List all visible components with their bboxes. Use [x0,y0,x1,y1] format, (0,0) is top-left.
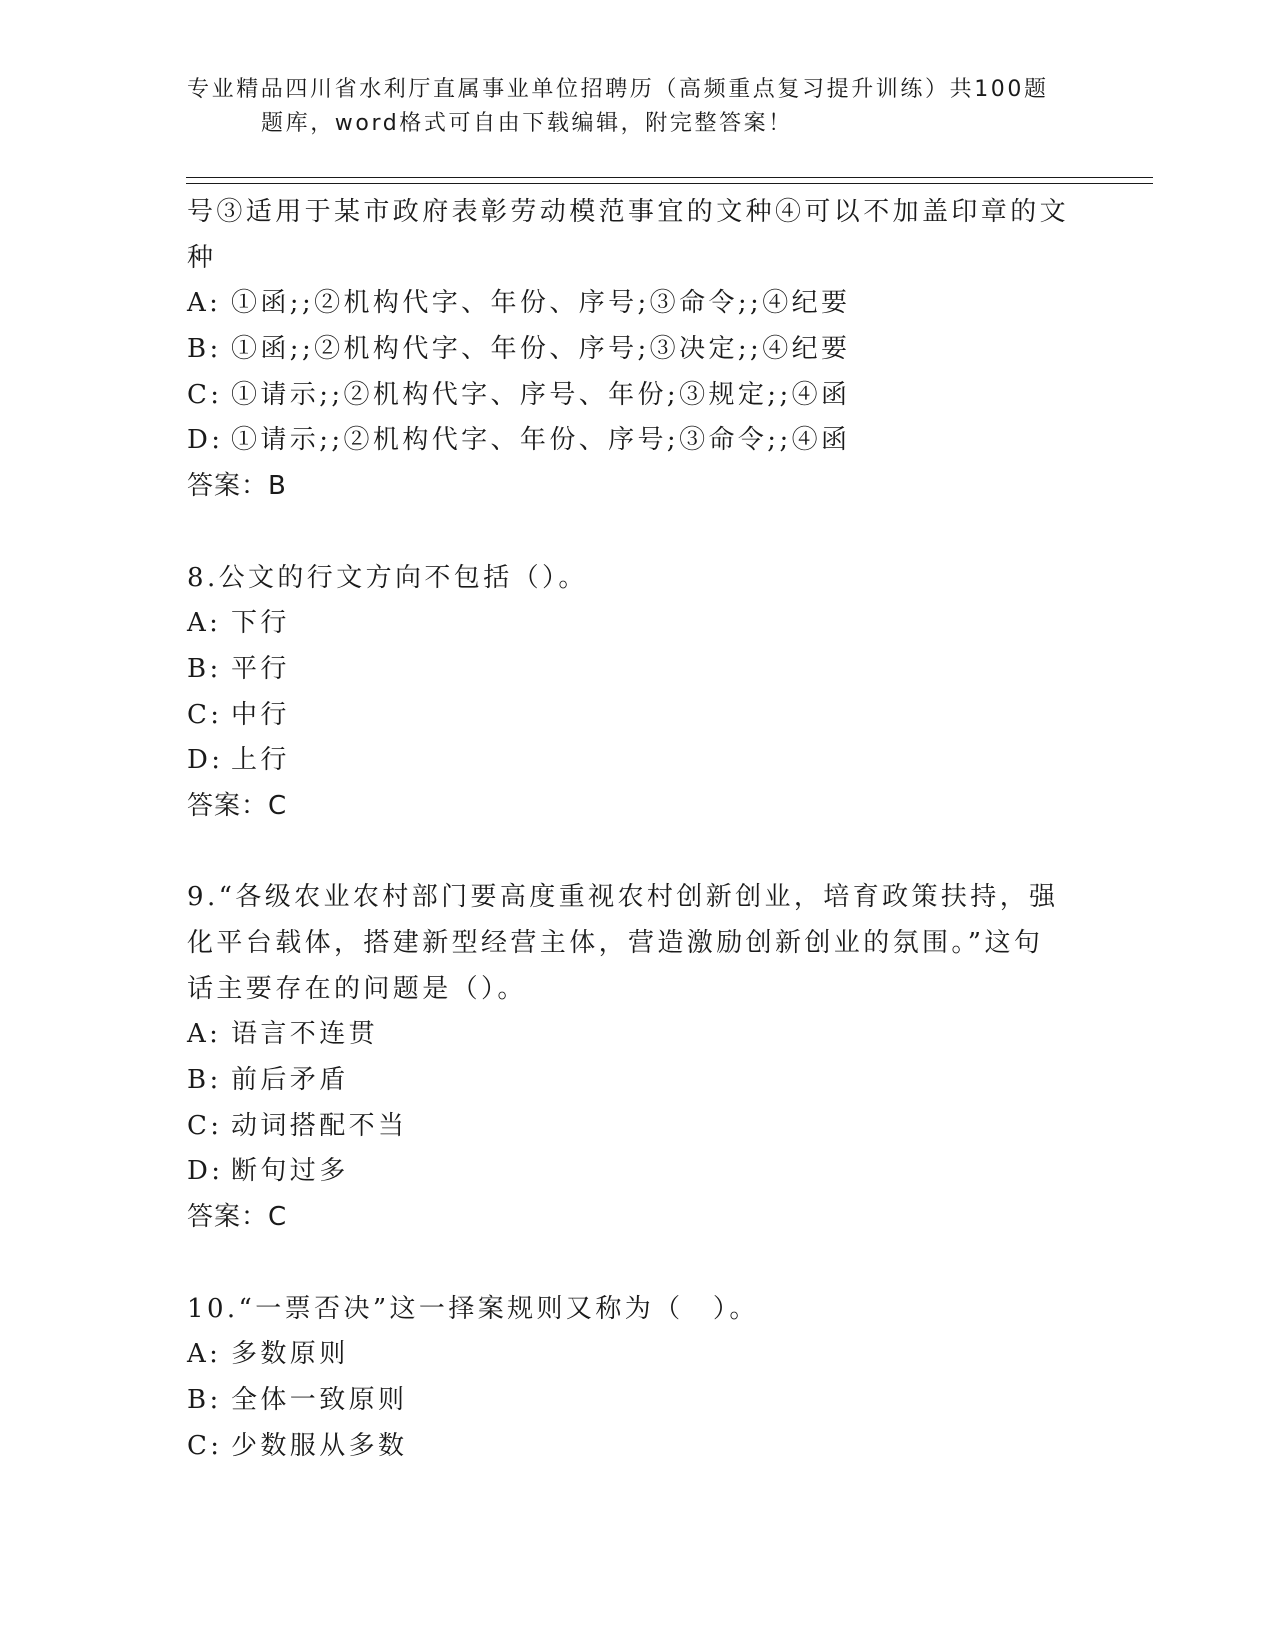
answer: 答案：B [187,471,287,502]
header-divider-top [186,177,1153,178]
option-text: 动词搭配不当 [231,1110,408,1141]
option-text: 前后矛盾 [231,1065,349,1096]
header-title-line1: 专业精品四川省水利厅直属事业单位招聘历（高频重点复习提升训练）共100题 [187,77,1049,102]
option-key: C: [187,1110,223,1141]
option-a [187,1012,1087,1058]
question-7 [187,190,1087,510]
option-text: ①请示;;②机构代字、年份、序号;③命令;;④函 [231,425,851,456]
document-body [187,190,1087,1469]
option-key: C: [187,1430,223,1461]
option-key: B: [187,1384,222,1415]
option-key: B: [187,653,222,684]
option-text: ①函;;②机构代字、年份、序号;③命令;;④纪要 [231,288,851,319]
option-text: ①函;;②机构代字、年份、序号;③决定;;④纪要 [231,334,851,365]
option-text: 全体一致原则 [231,1384,408,1415]
question-text: 8.公文的行文方向不包括（）。 [187,562,588,593]
spacer [187,830,1087,876]
option-key: D: [187,1156,224,1187]
option-d [187,1149,1087,1195]
option-a [187,1332,1087,1378]
option-key: D: [187,745,224,776]
option-text: 少数服从多数 [231,1430,408,1461]
option-key: A: [187,608,222,639]
question-text: 10.“一票否决”这一择案规则又称为（ ）。 [187,1293,759,1324]
option-text: 平行 [231,653,290,684]
option-c [187,1104,1087,1150]
question-text: 号③适用于某市政府表彰劳动模范事宜的文种④可以不加盖印章的文 [187,197,1070,227]
question-text: 9.“各级农业农村部门要高度重视农村创新创业，培育政策扶持，强 [187,882,1059,913]
option-key: C: [187,699,223,730]
option-key: A: [187,288,222,319]
option-d [187,418,1087,464]
option-a [187,601,1087,647]
option-b [187,1058,1087,1104]
option-c [187,373,1087,419]
header-divider-bottom [186,183,1153,184]
question-text: 化平台载体，搭建新型经营主体，营造激励创新创业的氛围。”这句 [187,928,1044,958]
option-b [187,647,1087,693]
option-text: 中行 [231,699,290,730]
answer: 答案：C [187,1202,288,1233]
spacer [187,1241,1087,1287]
option-key: A: [187,1019,222,1050]
option-key: A: [187,1339,222,1370]
option-text: ①请示;;②机构代字、序号、年份;③规定;;④函 [231,379,851,410]
option-a [187,281,1087,327]
question-text: 种 [187,242,217,273]
question-8 [187,556,1087,830]
option-text: 下行 [231,608,290,639]
option-key: D: [187,425,224,456]
answer: 答案：C [187,790,288,821]
option-text: 语言不连贯 [231,1019,379,1050]
option-b [187,327,1087,373]
option-c [187,1424,1087,1470]
option-d [187,738,1087,784]
option-text: 断句过多 [231,1156,349,1187]
header-title-line2: 题库，word格式可自由下载编辑，附完整答案！ [261,111,793,136]
option-c [187,693,1087,739]
option-key: C: [187,379,223,410]
option-text: 上行 [231,745,290,776]
question-10 [187,1287,1087,1470]
question-9 [187,875,1087,1241]
option-key: B: [187,334,222,365]
option-text: 多数原则 [231,1339,349,1370]
option-key: B: [187,1065,222,1096]
spacer [187,510,1087,556]
option-b [187,1378,1087,1424]
question-text: 话主要存在的问题是（）。 [187,973,527,1004]
